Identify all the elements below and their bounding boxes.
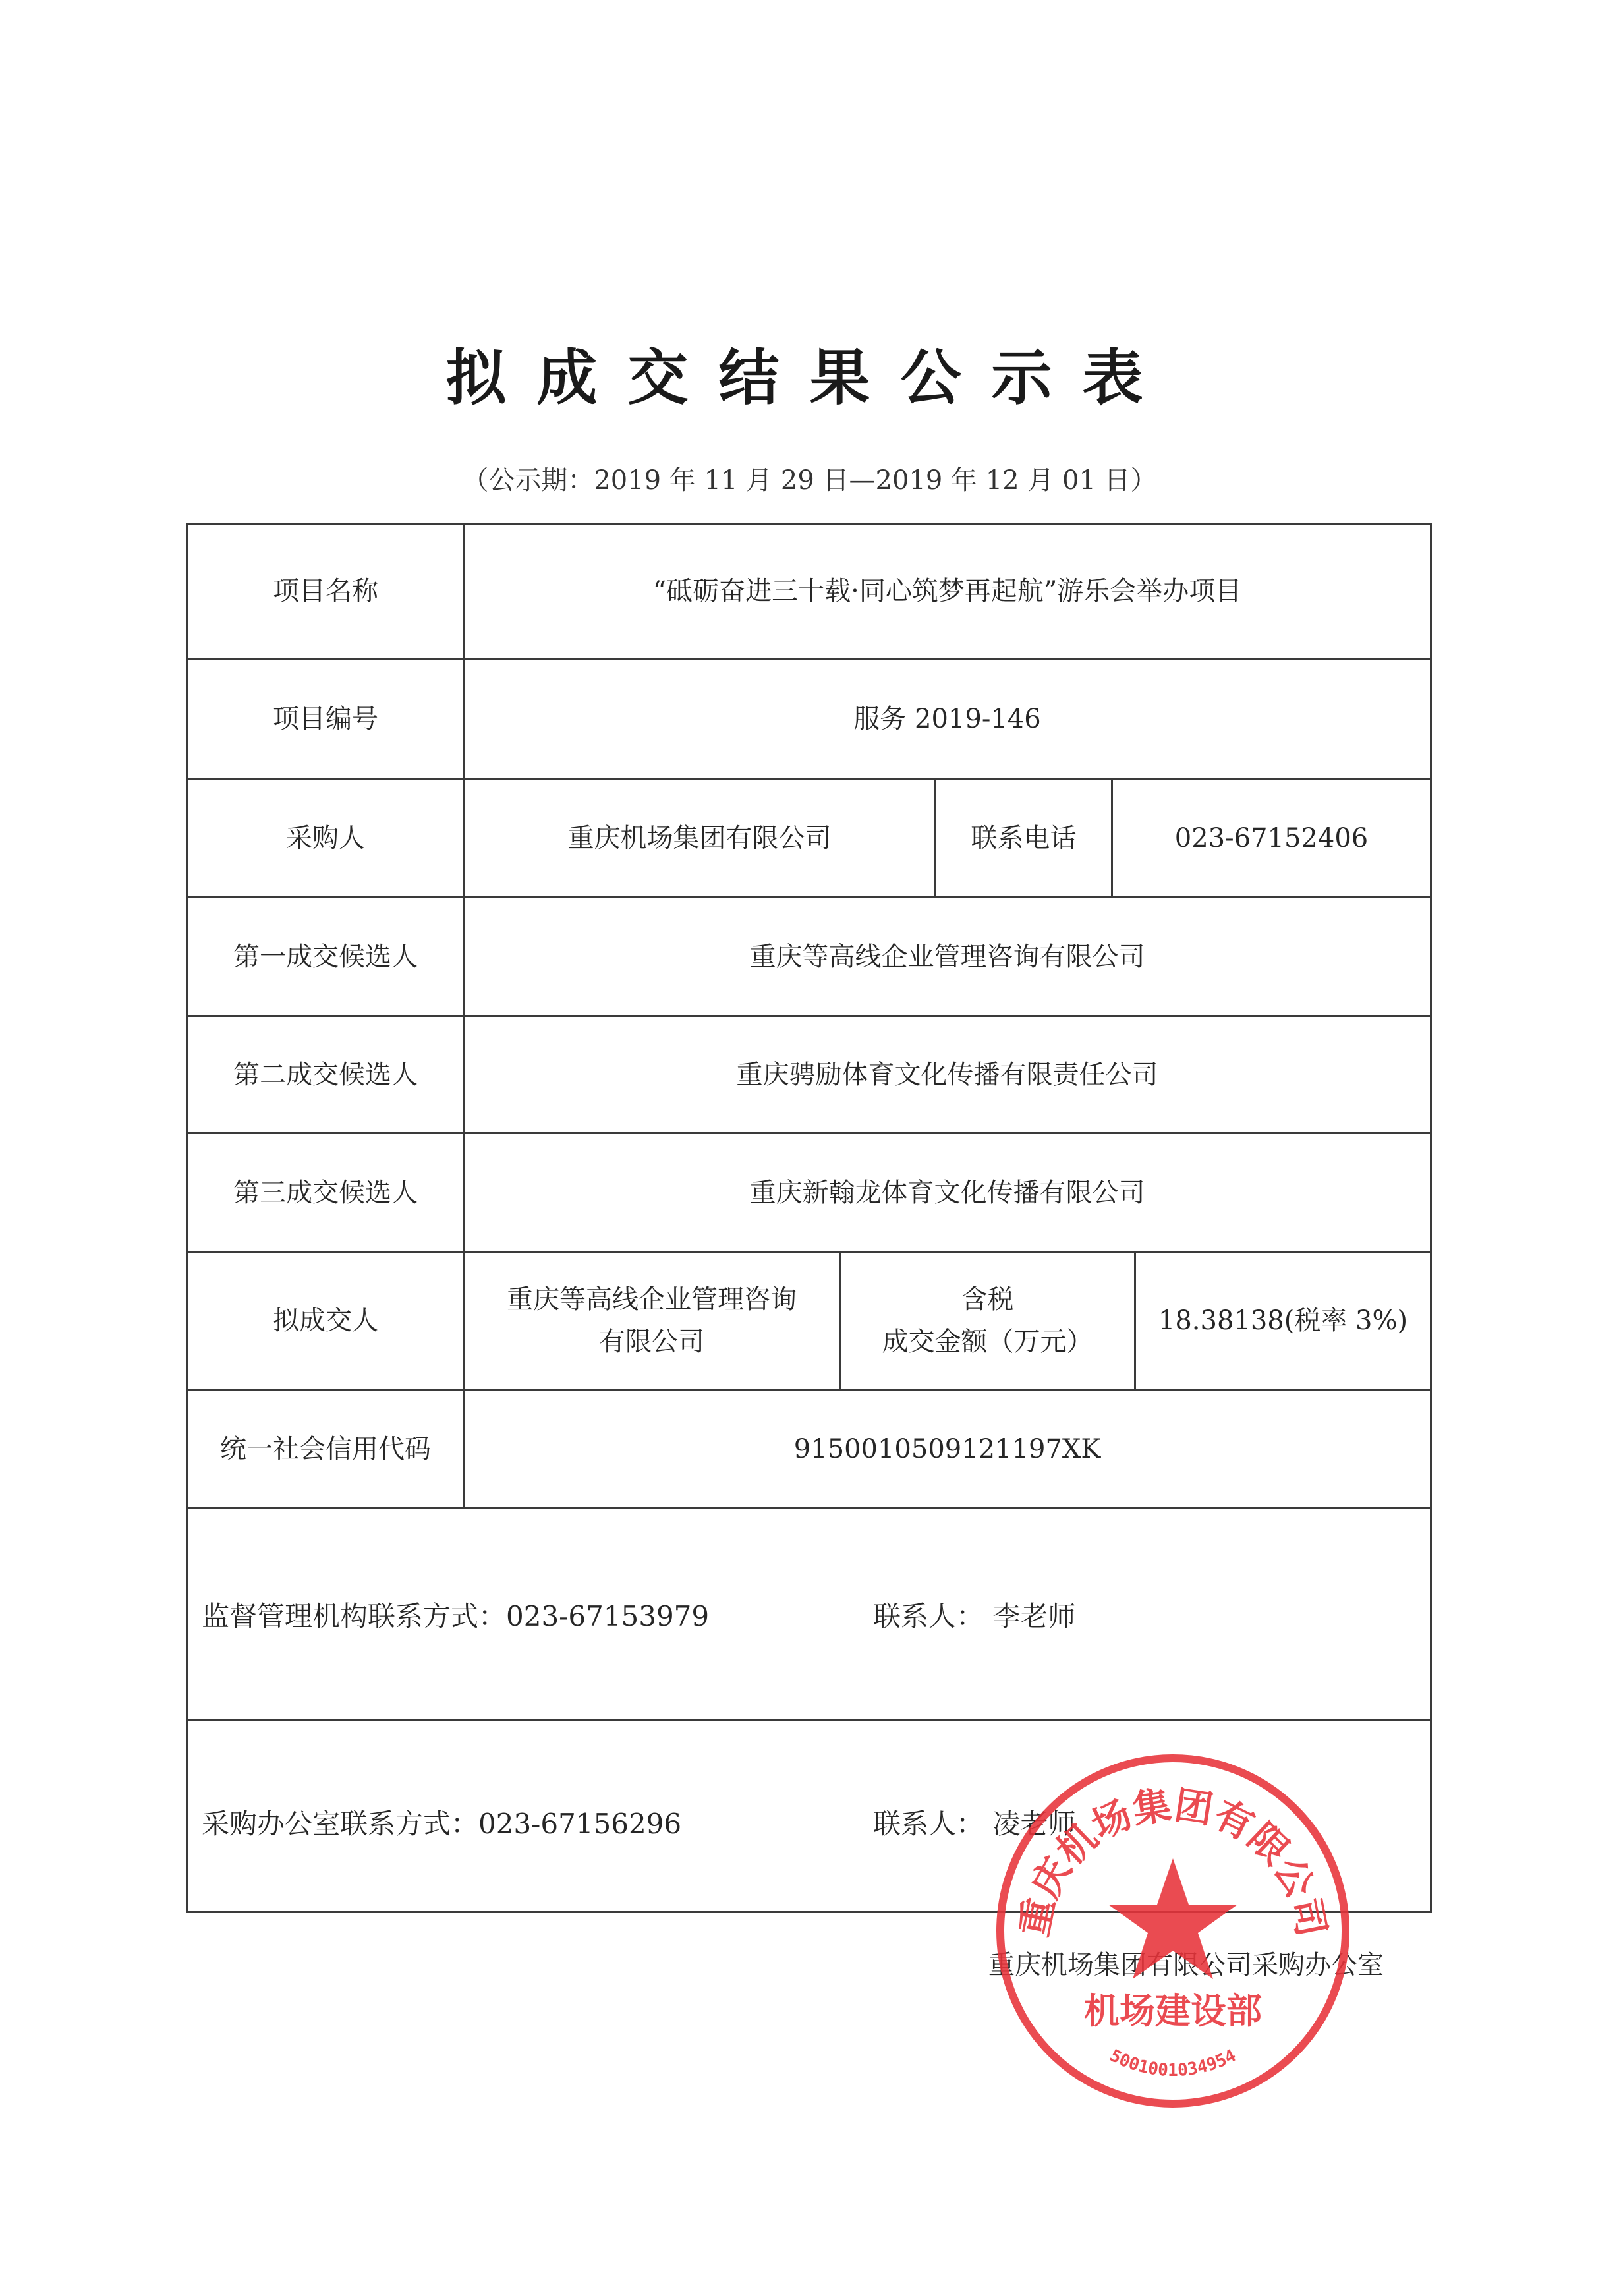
proposed-label: 拟成交人	[273, 1306, 378, 1336]
purchaser-label: 采购人	[286, 822, 365, 853]
candidate-1-label: 第一成交候选人	[233, 941, 418, 972]
candidate-1-value: 重庆等高线企业管理咨询有限公司	[749, 941, 1145, 972]
svg-text:机场建设部: 机场建设部	[1084, 1990, 1262, 2032]
svg-text:5001001034954: 5001001034954	[1106, 2046, 1239, 2081]
amount-value: 18.38138(税率 3%)	[1158, 1306, 1408, 1336]
candidate-2-label: 第二成交候选人	[233, 1059, 418, 1090]
document-title: 拟成交结果公示表	[445, 342, 1174, 413]
project-name-value: “砥砺奋进三十载·同心筑梦再起航”游乐会举办项目	[652, 576, 1242, 606]
issuer-signature: 重庆机场集团有限公司采购办公室	[988, 1950, 1384, 1980]
purchaser-value: 重庆机场集团有限公司	[567, 822, 832, 853]
proposed-value-line1: 重庆等高线企业管理咨询	[507, 1284, 797, 1315]
phone-value: 023-67152406	[1174, 822, 1369, 853]
row-divider	[188, 1507, 1430, 1509]
row-divider	[188, 1719, 1430, 1721]
supervision-person: 联系人： 李老师	[873, 1600, 1076, 1632]
credit-code-value: 9150010509121197XK	[793, 1433, 1101, 1464]
credit-code-label: 统一社会信用代码	[220, 1433, 431, 1464]
procurement-person: 联系人： 凌老师	[873, 1808, 1076, 1840]
publicity-period: （公示期：2019 年 11 月 29 日—2019 年 12 月 01 日）	[462, 465, 1157, 496]
amount-label	[841, 1253, 1134, 1389]
amount-label-line1: 含税	[961, 1284, 1014, 1315]
svg-text:重庆机场集团有限公司: 重庆机场集团有限公司	[1011, 1782, 1334, 1941]
phone-label: 联系电话	[971, 822, 1077, 853]
result-table	[186, 523, 1432, 1913]
project-name-label: 项目名称	[273, 576, 378, 606]
supervision-contact: 监督管理机构联系方式：023-67153979	[202, 1600, 710, 1632]
procurement-contact: 采购办公室联系方式：023-67156296	[202, 1808, 682, 1840]
project-number-label: 项目编号	[273, 703, 378, 734]
candidate-3-value: 重庆新翰龙体育文化传播有限公司	[749, 1177, 1145, 1208]
proposed-value-line2: 有限公司	[599, 1327, 704, 1357]
proposed-value	[465, 1253, 839, 1389]
candidate-3-label: 第三成交候选人	[233, 1177, 418, 1208]
project-number-value: 服务 2019-146	[853, 703, 1041, 734]
candidate-2-value: 重庆骋励体育文化传播有限责任公司	[736, 1059, 1158, 1090]
amount-label-line2: 成交金额（万元）	[882, 1327, 1093, 1357]
official-seal-icon	[988, 1746, 1357, 2115]
